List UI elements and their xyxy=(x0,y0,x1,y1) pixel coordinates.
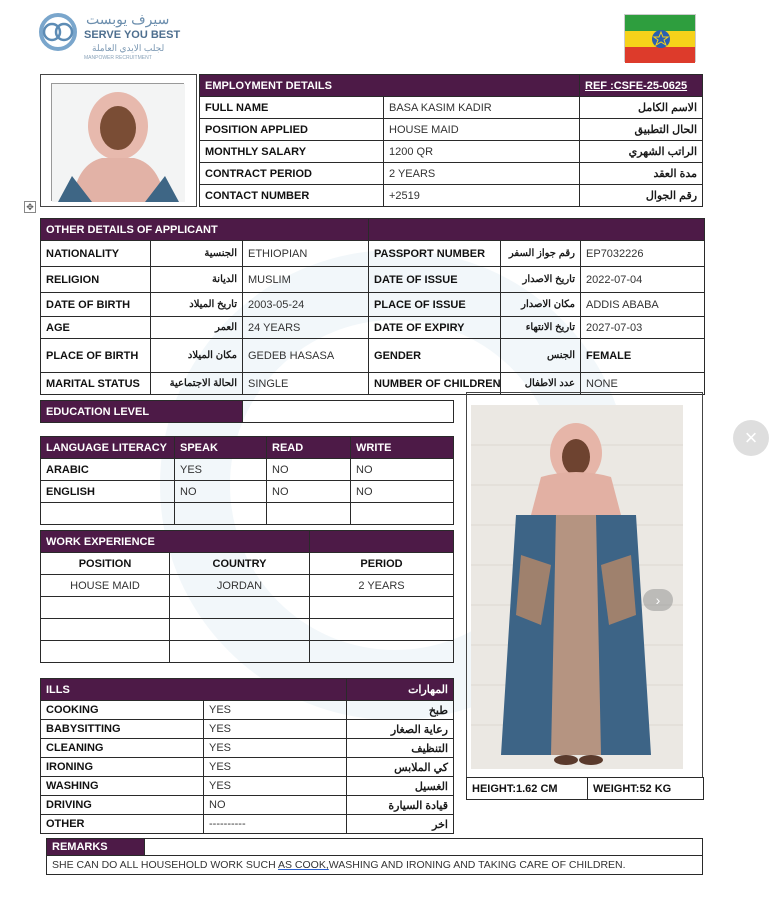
language-literacy-table xyxy=(40,436,454,525)
work-position xyxy=(41,597,170,619)
language-name xyxy=(41,503,175,525)
number-of-children-label: NUMBER OF CHILDREN xyxy=(369,373,501,395)
skill-name: WASHING xyxy=(41,777,204,796)
table-row xyxy=(41,739,454,758)
marital-status-value: SINGLE xyxy=(243,373,369,395)
skill-name: BABYSITTING xyxy=(41,720,204,739)
skills-header-arabic: المهارات xyxy=(347,679,454,701)
table-row xyxy=(41,481,454,503)
gender-value: FEMALE xyxy=(581,339,705,373)
skill-value: NO xyxy=(204,796,347,815)
contact-number-arabic: رقم الجوال xyxy=(580,185,703,207)
skill-name: CLEANING xyxy=(41,739,204,758)
monthly-salary-label: MONTHLY SALARY xyxy=(200,141,384,163)
date-of-issue-label: DATE OF ISSUE xyxy=(369,267,501,293)
speak-header: SPEAK xyxy=(175,437,267,459)
period-column-header: PERIOD xyxy=(310,553,454,575)
read-value: NO xyxy=(267,481,351,503)
nationality-label: NATIONALITY xyxy=(41,241,151,267)
gender-label: GENDER xyxy=(369,339,501,373)
number-of-children-value: NONE xyxy=(581,373,705,395)
height-value: HEIGHT:1.62 CM xyxy=(467,778,588,800)
skill-value: ---------- xyxy=(204,815,347,834)
date-of-birth-value: 2003-05-24 xyxy=(243,293,369,317)
logo-emblem-icon xyxy=(38,12,78,52)
full-name-label: FULL NAME xyxy=(200,97,384,119)
gender-arabic: الجنس xyxy=(501,339,581,373)
skill-name: IRONING xyxy=(41,758,204,777)
work-country xyxy=(170,641,310,663)
employment-details-header: EMPLOYMENT DETAILS xyxy=(200,75,580,97)
other-details-header-blank xyxy=(369,219,705,241)
date-of-birth-arabic: تاريخ الميلاد xyxy=(151,293,243,317)
table-row xyxy=(41,796,454,815)
place-of-issue-value: ADDIS ABABA xyxy=(581,293,705,317)
contact-number-label: CONTACT NUMBER xyxy=(200,185,384,207)
speak-value: YES xyxy=(175,459,267,481)
work-position xyxy=(41,641,170,663)
position-column-header: POSITION xyxy=(41,553,170,575)
nationality-value: ETHIOPIAN xyxy=(243,241,369,267)
flag-emblem-icon xyxy=(651,29,671,49)
place-of-birth-label: PLACE OF BIRTH xyxy=(41,339,151,373)
table-row xyxy=(41,293,705,317)
table-row xyxy=(41,241,705,267)
remarks-text-link: AS COOK, xyxy=(278,859,329,871)
skill-value: YES xyxy=(204,701,347,720)
table-row xyxy=(41,641,454,663)
employment-details-table xyxy=(199,74,703,207)
date-of-issue-arabic: تاريخ الاصدار xyxy=(501,267,581,293)
applicant-full-body-photo xyxy=(466,392,703,778)
speak-value xyxy=(175,503,267,525)
monthly-salary-arabic: الراتب الشهري xyxy=(580,141,703,163)
position-applied-value: HOUSE MAID xyxy=(384,119,580,141)
education-level-table xyxy=(40,400,454,423)
age-label: AGE xyxy=(41,317,151,339)
table-row xyxy=(41,267,705,293)
age-arabic: العمر xyxy=(151,317,243,339)
logo-english: SERVE YOU BEST xyxy=(84,29,181,41)
table-row xyxy=(200,185,703,207)
skill-name: COOKING xyxy=(41,701,204,720)
skill-arabic: اخر xyxy=(347,815,454,834)
full-name-arabic: الاسم الكامل xyxy=(580,97,703,119)
close-button[interactable] xyxy=(733,420,769,456)
work-period xyxy=(310,619,454,641)
remarks-text xyxy=(47,856,703,875)
table-row xyxy=(41,317,705,339)
skills-table xyxy=(40,678,454,834)
flag-stripe-red xyxy=(625,47,695,63)
passport-number-arabic: رقم جواز السفر xyxy=(501,241,581,267)
work-country: JORDAN xyxy=(170,575,310,597)
work-experience-table xyxy=(40,530,454,663)
applicant-portrait-photo xyxy=(40,74,197,207)
language-literacy-header: LANGUAGE LITERACY xyxy=(41,437,175,459)
skill-value: YES xyxy=(204,739,347,758)
other-details-header: OTHER DETAILS OF APPLICANT xyxy=(41,219,369,241)
logo-arabic-sub: لجلب الايدي العاملة xyxy=(92,43,165,53)
table-row xyxy=(200,141,703,163)
education-level-header: EDUCATION LEVEL xyxy=(41,401,243,423)
table-row xyxy=(41,339,705,373)
table-row xyxy=(41,553,454,575)
remarks-header: REMARKS xyxy=(47,839,145,856)
contract-period-value: 2 YEARS xyxy=(384,163,580,185)
table-row xyxy=(41,758,454,777)
skill-value: YES xyxy=(204,720,347,739)
write-value: NO xyxy=(351,481,454,503)
other-details-table xyxy=(40,218,705,395)
table-row xyxy=(41,575,454,597)
marital-status-label: MARITAL STATUS xyxy=(41,373,151,395)
ethiopia-flag xyxy=(624,14,696,62)
remarks-text-start: SHE CAN DO ALL HOUSEHOLD WORK SUCH xyxy=(52,859,278,871)
monthly-salary-value: 1200 QR xyxy=(384,141,580,163)
close-icon: × xyxy=(744,425,758,450)
full-name-value: BASA KASIM KADIR xyxy=(384,97,580,119)
date-of-expiry-label: DATE OF EXPIRY xyxy=(369,317,501,339)
ref-number: REF :CSFE-25-0625 xyxy=(580,75,703,97)
date-of-birth-label: DATE OF BIRTH xyxy=(41,293,151,317)
table-row xyxy=(200,163,703,185)
skill-arabic: كي الملابس xyxy=(347,758,454,777)
write-header: WRITE xyxy=(351,437,454,459)
table-row xyxy=(41,619,454,641)
table-row xyxy=(41,503,454,525)
skill-arabic: الغسيل xyxy=(347,777,454,796)
measurements-table xyxy=(466,777,704,800)
remarks-text-end: WASHING AND IRONING AND TAKING CARE OF CHILDREN. xyxy=(328,859,626,871)
table-row xyxy=(200,119,703,141)
religion-label: RELIGION xyxy=(41,267,151,293)
write-value xyxy=(351,503,454,525)
work-period: 2 YEARS xyxy=(310,575,454,597)
read-value: NO xyxy=(267,459,351,481)
image-next-button[interactable]: › xyxy=(643,589,673,611)
write-value: NO xyxy=(351,459,454,481)
table-row xyxy=(41,597,454,619)
skill-value: YES xyxy=(204,777,347,796)
read-header: READ xyxy=(267,437,351,459)
work-position xyxy=(41,619,170,641)
place-of-issue-label: PLACE OF ISSUE xyxy=(369,293,501,317)
work-period xyxy=(310,641,454,663)
skill-arabic: التنظيف xyxy=(347,739,454,758)
skill-arabic: رعاية الصغار xyxy=(347,720,454,739)
work-experience-header: WORK EXPERIENCE xyxy=(41,531,310,553)
skill-name: OTHER xyxy=(41,815,204,834)
nationality-arabic: الجنسية xyxy=(151,241,243,267)
country-column-header: COUNTRY xyxy=(170,553,310,575)
skill-name: DRIVING xyxy=(41,796,204,815)
contract-period-label: CONTRACT PERIOD xyxy=(200,163,384,185)
contact-number-value: +2519 xyxy=(384,185,580,207)
position-applied-arabic: الحال التطبيق xyxy=(580,119,703,141)
skill-arabic: قيادة السيارة xyxy=(347,796,454,815)
remarks-table xyxy=(46,838,703,875)
place-of-issue-arabic: مكان الاصدار xyxy=(501,293,581,317)
work-experience-header-blank xyxy=(310,531,454,553)
work-country xyxy=(170,597,310,619)
table-row xyxy=(41,720,454,739)
marital-status-arabic: الحالة الاجتماعية xyxy=(151,373,243,395)
place-of-birth-value: GEDEB HASASA xyxy=(243,339,369,373)
passport-number-value: EP7032226 xyxy=(581,241,705,267)
table-row xyxy=(41,777,454,796)
table-move-handle-icon[interactable]: ✥ xyxy=(24,201,36,213)
position-applied-label: POSITION APPLIED xyxy=(200,119,384,141)
work-country xyxy=(170,619,310,641)
contract-period-arabic: مدة العقد xyxy=(580,163,703,185)
speak-value: NO xyxy=(175,481,267,503)
skill-value: YES xyxy=(204,758,347,777)
number-of-children-arabic: عدد الاطفال xyxy=(501,373,581,395)
age-value: 24 YEARS xyxy=(243,317,369,339)
passport-number-label: PASSPORT NUMBER xyxy=(369,241,501,267)
read-value xyxy=(267,503,351,525)
education-level-value xyxy=(243,401,454,423)
skills-header: ILLS xyxy=(41,679,347,701)
religion-value: MUSLIM xyxy=(243,267,369,293)
remarks-header-blank xyxy=(145,839,703,856)
language-name: ARABIC xyxy=(41,459,175,481)
table-row xyxy=(200,97,703,119)
date-of-issue-value: 2022-07-04 xyxy=(581,267,705,293)
place-of-birth-arabic: مكان الميلاد xyxy=(151,339,243,373)
date-of-expiry-value: 2027-07-03 xyxy=(581,317,705,339)
weight-value: WEIGHT:52 KG xyxy=(588,778,704,800)
table-row xyxy=(41,815,454,834)
table-row xyxy=(41,459,454,481)
date-of-expiry-arabic: تاريخ الانتهاء xyxy=(501,317,581,339)
religion-arabic: الديانة xyxy=(151,267,243,293)
logo-arabic: سيرف يوبست xyxy=(86,11,170,27)
skill-arabic: طبخ xyxy=(347,701,454,720)
work-position: HOUSE MAID xyxy=(41,575,170,597)
logo-sub: MANPOWER RECRUITMENT xyxy=(84,55,152,61)
work-period xyxy=(310,597,454,619)
language-name: ENGLISH xyxy=(41,481,175,503)
table-row xyxy=(41,701,454,720)
